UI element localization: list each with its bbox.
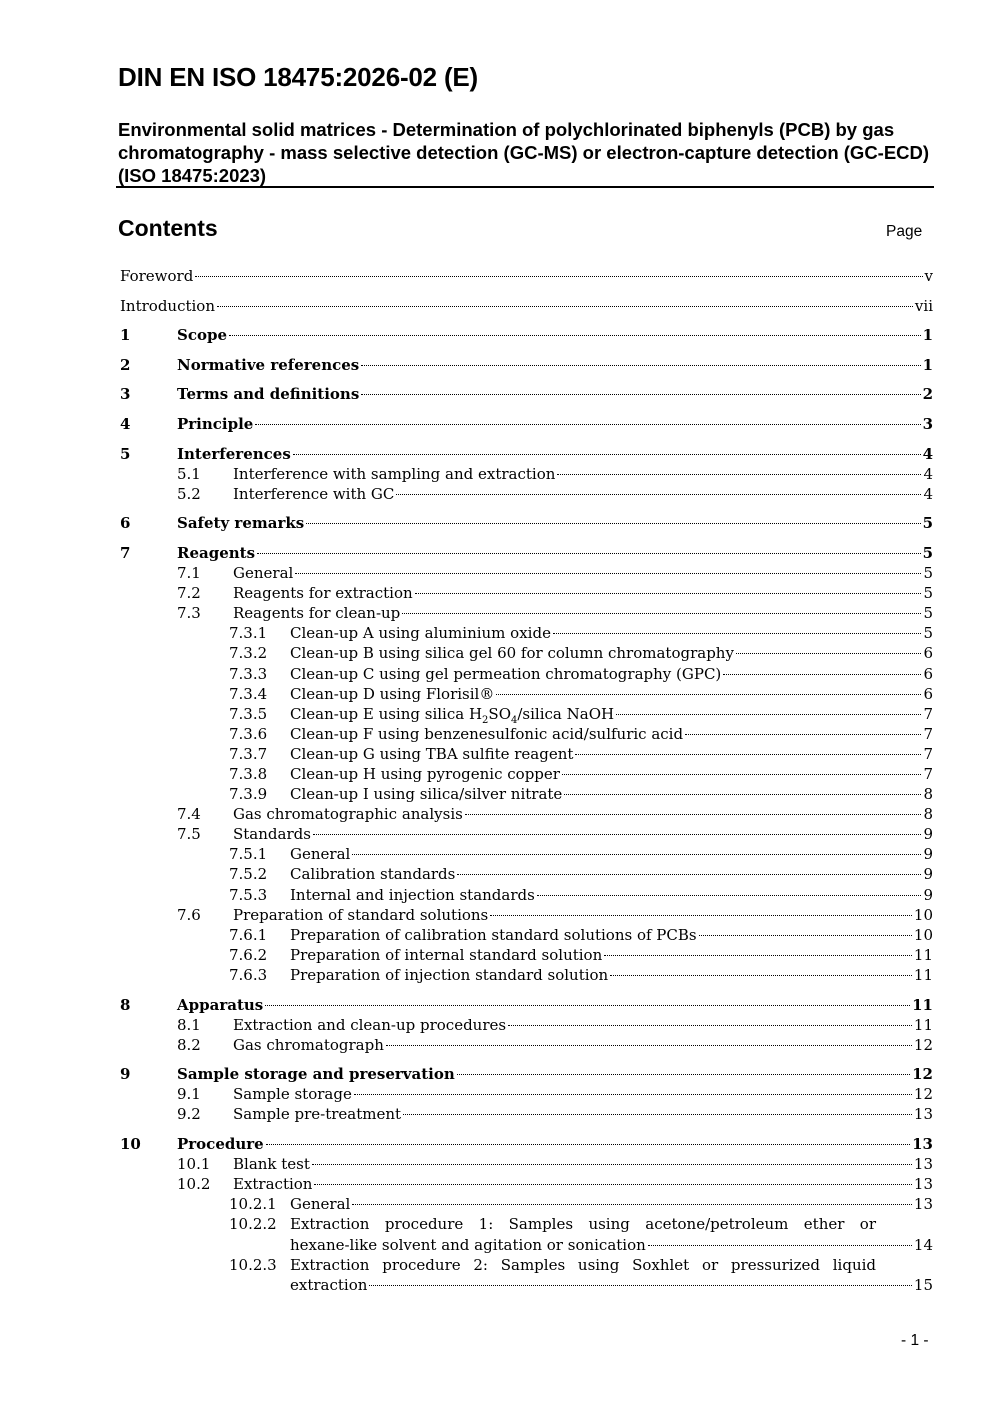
toc-entry[interactable] bbox=[120, 543, 933, 563]
toc-entry-line bbox=[290, 1275, 933, 1295]
toc-entry-line bbox=[290, 784, 933, 804]
toc-entry-line bbox=[233, 824, 933, 844]
toc-entry-title: Terms and definitions bbox=[177, 385, 360, 404]
toc-entry[interactable] bbox=[120, 1194, 933, 1214]
dot-leader bbox=[699, 935, 912, 936]
toc-entry-title: Interferences bbox=[177, 444, 291, 463]
toc-entry-line bbox=[233, 1035, 933, 1055]
toc-entry[interactable] bbox=[120, 1174, 933, 1194]
toc-entry[interactable] bbox=[120, 744, 933, 764]
toc-entry-number: 10.2.1 bbox=[229, 1195, 277, 1214]
dot-leader bbox=[616, 714, 921, 715]
toc-entry-page: 7 bbox=[923, 744, 933, 763]
toc-entry[interactable] bbox=[120, 444, 933, 464]
toc-entry[interactable] bbox=[120, 355, 933, 375]
dot-leader bbox=[723, 674, 921, 675]
toc-entry-title: General bbox=[290, 1195, 351, 1214]
toc-entry-title: Scope bbox=[177, 326, 228, 345]
dot-leader bbox=[369, 1285, 912, 1286]
toc-entry[interactable] bbox=[120, 603, 933, 623]
toc-entry-page: 13 bbox=[913, 1155, 933, 1174]
toc-entry[interactable] bbox=[120, 464, 933, 484]
toc-entry[interactable] bbox=[120, 384, 933, 404]
dot-leader bbox=[229, 335, 921, 336]
toc-entry-number: 7.3.4 bbox=[229, 684, 268, 703]
toc-entry-number: 8.1 bbox=[177, 1015, 201, 1034]
toc-entry[interactable] bbox=[120, 266, 933, 286]
toc-entry-page: 6 bbox=[923, 664, 933, 683]
toc-entry-line bbox=[233, 603, 933, 623]
dot-leader bbox=[490, 915, 912, 916]
toc-entry-title: Normative references bbox=[177, 355, 360, 374]
toc-entry-number: 7.2 bbox=[177, 584, 201, 603]
dot-leader bbox=[265, 1005, 910, 1006]
toc-entry-line bbox=[290, 965, 933, 985]
toc-entry-title: General bbox=[290, 845, 351, 864]
toc-entry-title: Introduction bbox=[120, 296, 215, 315]
toc-entry-page: 8 bbox=[923, 805, 933, 824]
document-id: DIN EN ISO 18475:2026-02 (E) bbox=[118, 62, 479, 92]
toc-entry-line bbox=[177, 325, 933, 345]
toc-entry-number: 7.3.1 bbox=[229, 624, 268, 643]
toc-entry-number: 10.2 bbox=[177, 1175, 211, 1194]
toc-entry-title: hexane-like solvent and agitation or sonication bbox=[290, 1235, 646, 1254]
toc-entry[interactable] bbox=[120, 824, 933, 844]
toc-entry-line bbox=[290, 844, 933, 864]
toc-entry-page: 13 bbox=[913, 1105, 933, 1124]
toc-entry-page: 7 bbox=[923, 724, 933, 743]
dot-leader bbox=[403, 1114, 912, 1115]
toc-entry-number: 9 bbox=[120, 1065, 131, 1084]
dot-leader bbox=[313, 834, 922, 835]
toc-entry-title: Reagents for clean-up bbox=[233, 604, 401, 623]
toc-entry-line bbox=[290, 764, 933, 784]
toc-entry[interactable] bbox=[120, 1154, 933, 1174]
toc-entry-number: 7.5.1 bbox=[229, 845, 268, 864]
toc-entry-number: 7.5 bbox=[177, 825, 201, 844]
toc-entry-page: 1 bbox=[922, 326, 933, 345]
toc-entry-line bbox=[177, 513, 933, 533]
toc-entry-number: 10 bbox=[120, 1135, 141, 1154]
toc-entry-title: Gas chromatograph bbox=[233, 1035, 384, 1054]
toc-entry-page: 3 bbox=[922, 414, 933, 433]
dot-leader bbox=[257, 553, 921, 554]
toc-entry-title: Preparation of standard solutions bbox=[233, 905, 489, 924]
toc-entry-number: 4 bbox=[120, 414, 131, 433]
dot-leader bbox=[465, 814, 922, 815]
toc-entry-number: 7.6.3 bbox=[229, 965, 268, 984]
toc-entry-line bbox=[233, 563, 933, 583]
toc-entry-number: 1 bbox=[120, 326, 131, 345]
toc-entry[interactable] bbox=[120, 704, 933, 724]
toc-entry-line bbox=[290, 623, 933, 643]
toc-entry-number: 7.6.1 bbox=[229, 925, 268, 944]
toc-entry-page: 8 bbox=[923, 785, 933, 804]
toc-entry[interactable] bbox=[120, 484, 933, 504]
toc-entry-title: Sample pre-treatment bbox=[233, 1105, 402, 1124]
toc-entry-page: 11 bbox=[913, 965, 933, 984]
toc-entry-number: 10.2.3 bbox=[229, 1255, 277, 1274]
toc-entry-number: 5.2 bbox=[177, 484, 201, 503]
toc-entry[interactable] bbox=[120, 563, 933, 583]
toc-entry-page: 12 bbox=[912, 1065, 933, 1084]
toc-entry[interactable] bbox=[120, 864, 933, 884]
toc-entry-number: 9.1 bbox=[177, 1085, 201, 1104]
dot-leader bbox=[312, 1164, 912, 1165]
dot-leader bbox=[352, 1204, 912, 1205]
toc-entry-page: 11 bbox=[913, 945, 933, 964]
toc-entry[interactable] bbox=[120, 1255, 933, 1295]
dot-leader bbox=[685, 734, 921, 735]
toc-entry-title: Clean-up D using Florisil® bbox=[290, 684, 495, 703]
dot-leader bbox=[537, 895, 922, 896]
toc-entry-page: 9 bbox=[923, 885, 933, 904]
dot-leader bbox=[266, 1144, 910, 1145]
toc-entry-line bbox=[233, 1104, 933, 1124]
toc-entry-title: Clean-up A using aluminium oxide bbox=[290, 624, 551, 643]
toc-entry-title: Blank test bbox=[233, 1155, 310, 1174]
toc-entry-title: Procedure bbox=[177, 1135, 264, 1154]
toc-entry[interactable] bbox=[120, 414, 933, 434]
toc-entry-title-line: Extraction procedure 1: Samples using acetone/petroleum ether or bbox=[290, 1215, 876, 1234]
toc-entry-line bbox=[290, 1235, 933, 1255]
toc-entry-page: 6 bbox=[923, 644, 933, 663]
dot-leader bbox=[553, 633, 922, 634]
dot-leader bbox=[195, 276, 922, 277]
toc-entry-line bbox=[177, 414, 933, 434]
toc-entry-page: 7 bbox=[923, 764, 933, 783]
toc-entry-page: 2 bbox=[922, 385, 933, 404]
toc-entry-line bbox=[177, 444, 933, 464]
toc-entry[interactable] bbox=[120, 1064, 933, 1084]
toc-entry-title: Preparation of internal standard solution bbox=[290, 945, 603, 964]
dot-leader bbox=[255, 424, 920, 425]
toc-entry-page: 5 bbox=[923, 564, 933, 583]
toc-entry-page: 10 bbox=[913, 925, 933, 944]
toc-entry-number: 8.2 bbox=[177, 1035, 201, 1054]
toc-entry-title: Interference with sampling and extraction bbox=[233, 464, 556, 483]
toc-entry-number: 7.4 bbox=[177, 805, 201, 824]
toc-entry-number: 7.3.5 bbox=[229, 704, 268, 723]
toc-entry-line bbox=[177, 1134, 933, 1154]
toc-entry-page: 1 bbox=[922, 355, 933, 374]
toc-entry-number: 5.1 bbox=[177, 464, 201, 483]
toc-entry-page: 5 bbox=[922, 543, 933, 562]
page-column-label: Page bbox=[886, 223, 923, 240]
toc-entry[interactable] bbox=[120, 664, 933, 684]
dot-leader bbox=[354, 1094, 912, 1095]
toc-entry-line bbox=[120, 296, 933, 316]
toc-entry-page: 6 bbox=[923, 684, 933, 703]
toc-entry-page: 5 bbox=[923, 624, 933, 643]
dot-leader bbox=[610, 975, 912, 976]
dot-leader bbox=[396, 494, 921, 495]
table-of-contents bbox=[120, 266, 933, 1295]
toc-entry-line bbox=[290, 885, 933, 905]
dot-leader bbox=[736, 653, 922, 654]
toc-entry-number: 9.2 bbox=[177, 1105, 201, 1124]
toc-entry-line bbox=[233, 1154, 933, 1174]
toc-entry-title: Clean-up F using benzenesulfonic acid/sulfuric acid bbox=[290, 724, 684, 743]
toc-entry-line bbox=[233, 1084, 933, 1104]
dot-leader bbox=[562, 774, 921, 775]
dot-leader bbox=[306, 523, 920, 524]
toc-entry[interactable] bbox=[120, 1134, 933, 1154]
toc-entry-title: Calibration standards bbox=[290, 865, 456, 884]
toc-entry-line bbox=[233, 464, 933, 484]
toc-entry-number: 6 bbox=[120, 514, 131, 533]
toc-entry-title: Preparation of calibration standard solutions of PCBs bbox=[290, 925, 697, 944]
toc-entry-line bbox=[177, 995, 933, 1015]
toc-entry[interactable] bbox=[120, 945, 933, 965]
toc-entry-line bbox=[233, 905, 933, 925]
toc-entry[interactable] bbox=[120, 1084, 933, 1104]
dot-leader bbox=[496, 694, 921, 695]
toc-entry-title: Extraction bbox=[233, 1175, 313, 1194]
toc-entry[interactable] bbox=[120, 905, 933, 925]
toc-entry-number: 5 bbox=[120, 444, 131, 463]
toc-entry-page: 5 bbox=[923, 584, 933, 603]
toc-entry-page: vii bbox=[914, 296, 933, 315]
toc-entry-page: 10 bbox=[913, 905, 933, 924]
toc-entry-page: 12 bbox=[913, 1035, 933, 1054]
toc-entry-number: 10.2.2 bbox=[229, 1215, 277, 1234]
toc-entry-title: General bbox=[233, 564, 294, 583]
toc-entry-number: 7.5.3 bbox=[229, 885, 268, 904]
dot-leader bbox=[217, 306, 913, 307]
toc-entry-number: 7.3.6 bbox=[229, 724, 268, 743]
toc-entry-title: Sample storage bbox=[233, 1085, 352, 1104]
toc-entry-page: 9 bbox=[923, 845, 933, 864]
toc-entry-number: 7.6.2 bbox=[229, 945, 268, 964]
dot-leader bbox=[564, 794, 921, 795]
toc-entry-line bbox=[177, 355, 933, 375]
toc-entry-line bbox=[177, 543, 933, 563]
toc-entry-title: Extraction and clean-up procedures bbox=[233, 1015, 507, 1034]
toc-entry-page: 4 bbox=[922, 444, 933, 463]
dot-leader bbox=[508, 1025, 912, 1026]
toc-entry[interactable] bbox=[120, 1104, 933, 1124]
toc-entry-title: extraction bbox=[290, 1275, 368, 1294]
toc-entry[interactable] bbox=[120, 995, 933, 1015]
toc-entry-line bbox=[290, 684, 933, 704]
toc-entry-title: Gas chromatographic analysis bbox=[233, 805, 463, 824]
toc-entry[interactable] bbox=[120, 325, 933, 345]
toc-entry-title: Apparatus bbox=[177, 995, 264, 1014]
toc-entry[interactable] bbox=[120, 513, 933, 533]
toc-entry[interactable] bbox=[120, 925, 933, 945]
toc-entry-title: Internal and injection standards bbox=[290, 885, 535, 904]
toc-entry-number: 7.3.3 bbox=[229, 664, 268, 683]
toc-entry-page: 12 bbox=[913, 1085, 933, 1104]
toc-entry-line bbox=[233, 484, 933, 504]
toc-entry-number: 7.3.8 bbox=[229, 764, 268, 783]
toc-entry-page: 13 bbox=[913, 1195, 933, 1214]
toc-entry-title: Reagents bbox=[177, 543, 256, 562]
toc-entry-page: 4 bbox=[923, 484, 933, 503]
title-underline bbox=[116, 186, 934, 188]
toc-entry-title: Clean-up I using silica/silver nitrate bbox=[290, 785, 563, 804]
toc-entry-page: 14 bbox=[913, 1235, 933, 1254]
dot-leader bbox=[457, 874, 921, 875]
toc-entry-page: 15 bbox=[913, 1275, 933, 1294]
dot-leader bbox=[557, 474, 921, 475]
toc-entry-page: 9 bbox=[923, 865, 933, 884]
toc-entry[interactable] bbox=[120, 764, 933, 784]
dot-leader bbox=[415, 593, 922, 594]
toc-entry-line bbox=[233, 583, 933, 603]
toc-entry-line bbox=[177, 384, 933, 404]
toc-entry-line bbox=[290, 1194, 933, 1214]
toc-entry-line bbox=[290, 643, 933, 663]
toc-entry-title: Interference with GC bbox=[233, 484, 395, 503]
dot-leader bbox=[402, 613, 921, 614]
toc-entry-title: Clean-up H using pyrogenic copper bbox=[290, 764, 560, 783]
toc-entry[interactable] bbox=[120, 804, 933, 824]
toc-entry-page: v bbox=[924, 267, 933, 285]
dot-leader bbox=[293, 454, 921, 455]
toc-entry-number: 7.6 bbox=[177, 905, 201, 924]
toc-entry-title: Principle bbox=[177, 414, 254, 433]
toc-entry-number: 2 bbox=[120, 355, 131, 374]
dot-leader bbox=[352, 854, 921, 855]
dot-leader bbox=[648, 1245, 912, 1246]
toc-entry-number: 8 bbox=[120, 995, 131, 1014]
toc-entry-number: 10.1 bbox=[177, 1155, 211, 1174]
toc-entry-line bbox=[177, 1064, 933, 1084]
toc-entry-line bbox=[233, 1174, 933, 1194]
toc-entry-line bbox=[233, 1015, 933, 1035]
toc-entry-title: Clean-up B using silica gel 60 for column chromatography bbox=[290, 644, 734, 663]
toc-entry-number: 7.3.9 bbox=[229, 785, 268, 804]
toc-entry[interactable] bbox=[120, 885, 933, 905]
toc-entry[interactable] bbox=[120, 643, 933, 663]
toc-entry[interactable] bbox=[120, 1214, 933, 1254]
toc-entry-number: 7.3 bbox=[177, 604, 201, 623]
toc-entry-title: Reagents for extraction bbox=[233, 584, 413, 603]
toc-entry-page: 11 bbox=[912, 995, 933, 1014]
dot-leader bbox=[604, 955, 912, 956]
toc-entry-title: Safety remarks bbox=[177, 514, 305, 533]
toc-entry-number: 7.3.7 bbox=[229, 744, 268, 763]
toc-entry-page: 5 bbox=[923, 604, 933, 623]
toc-entry-line bbox=[290, 724, 933, 744]
toc-entry-line bbox=[290, 945, 933, 965]
toc-entry[interactable] bbox=[120, 1015, 933, 1035]
toc-entry-page: 11 bbox=[913, 1015, 933, 1034]
toc-entry-title: Clean-up E using silica $H_2SO_4$/silica NaOH bbox=[290, 704, 615, 726]
toc-entry-line bbox=[290, 864, 933, 884]
dot-leader bbox=[295, 573, 921, 574]
toc-entry-number: 7.5.2 bbox=[229, 865, 268, 884]
toc-entry[interactable] bbox=[120, 623, 933, 643]
toc-entry-title: Foreword bbox=[120, 267, 194, 285]
toc-entry[interactable] bbox=[120, 784, 933, 804]
toc-entry-title: Clean-up C using gel permeation chromatography (GPC) bbox=[290, 664, 722, 683]
toc-entry-number: 7 bbox=[120, 543, 131, 562]
toc-entry-line bbox=[120, 266, 933, 286]
toc-entry-page: 13 bbox=[912, 1135, 933, 1154]
toc-entry-title: Standards bbox=[233, 825, 311, 844]
toc-entry[interactable] bbox=[120, 844, 933, 864]
toc-entry-number: 7.1 bbox=[177, 564, 201, 583]
toc-entry-title: Clean-up G using TBA sulfite reagent bbox=[290, 744, 574, 763]
dot-leader bbox=[361, 365, 920, 366]
toc-entry-page: 7 bbox=[923, 704, 933, 723]
dot-leader bbox=[314, 1184, 911, 1185]
toc-entry-page: 13 bbox=[913, 1175, 933, 1194]
toc-entry[interactable] bbox=[120, 296, 933, 316]
dot-leader bbox=[386, 1045, 912, 1046]
toc-entry[interactable] bbox=[120, 965, 933, 985]
toc-entry[interactable] bbox=[120, 724, 933, 744]
toc-entry-page: 4 bbox=[923, 464, 933, 483]
dot-leader bbox=[575, 754, 921, 755]
toc-entry-title: Sample storage and preservation bbox=[177, 1065, 455, 1084]
contents-heading: Contents bbox=[118, 215, 218, 241]
toc-entry-number: 3 bbox=[120, 385, 131, 404]
document-title: Environmental solid matrices - Determination of polychlorinated biphenyls (PCB) by gas chromatography - mass selective detection (GC-MS) or electron-capture detection (GC-ECD) (ISO 18475:2023) bbox=[118, 119, 930, 186]
toc-entry[interactable] bbox=[120, 684, 933, 704]
page-number: - 1 - bbox=[901, 1332, 929, 1349]
toc-entry-title: Preparation of injection standard solution bbox=[290, 965, 609, 984]
toc-entry-line bbox=[290, 744, 933, 764]
toc-entry-line bbox=[233, 804, 933, 824]
toc-entry-line bbox=[290, 664, 933, 684]
toc-entry-line bbox=[290, 925, 933, 945]
dot-leader bbox=[457, 1074, 910, 1075]
toc-entry[interactable] bbox=[120, 1035, 933, 1055]
toc-entry-number: 7.3.2 bbox=[229, 644, 268, 663]
toc-entry[interactable] bbox=[120, 583, 933, 603]
toc-entry-page: 9 bbox=[923, 825, 933, 844]
toc-entry-title-line: Extraction procedure 2: Samples using Soxhlet or pressurized liquid bbox=[290, 1255, 876, 1274]
dot-leader bbox=[361, 394, 920, 395]
toc-entry-page: 5 bbox=[922, 514, 933, 533]
